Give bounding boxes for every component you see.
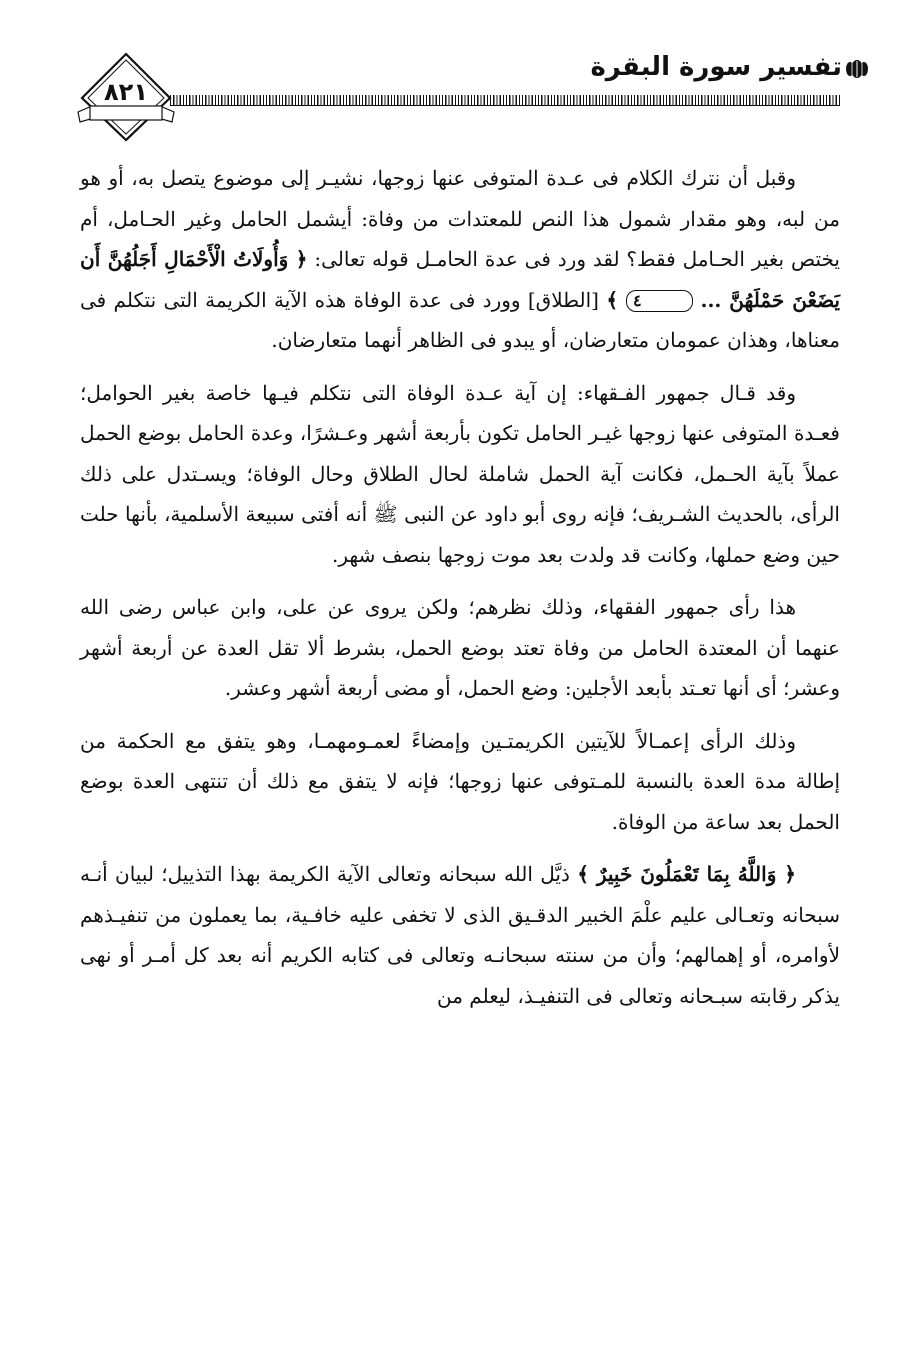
paragraph-text: ذيَّل الله سبحانه وتعالى الآية الكريمة بهذا التذييل؛ لبيان أنـه سبحانه وتعـالى عليم علْمَ الخبير الدقـيق الذى لا تخفى عليه خافـية، بما يعملون من تنفيـذهم لأوامره، أو إهمالهم؛ وأن من سنته سبحانـه وتعالى فى كتابه الكريم أنه بعد كل أمـر أو نهى يذكر رقابته سبـحانه وتعالى فى التنفيـذ، ليعلم من	[80, 862, 840, 1008]
page-number: ٨٢١	[104, 78, 148, 106]
paragraph-text: [الطلاق] وورد فى عدة الوفاة هذه الآية الكريمة التى نتكلم فى معناها، وهذان عمومان متعارضان، أو يبدو فى الظاهر أنهما متعارضان.	[80, 287, 840, 352]
paragraph	[80, 587, 840, 709]
paragraph	[80, 721, 840, 843]
header-rule-line	[170, 105, 840, 106]
quran-verse-close: ﴾	[606, 287, 626, 312]
ayah-number-marker: ٤	[626, 290, 693, 312]
paragraph	[80, 373, 840, 576]
paragraph-text: وقد قـال جمهور الفـقهاء: إن آية عـدة الوفاة التى نتكلم فيـها خاصة بغير الحوامل؛ فعـدة المتوفى عنها زوجها غيـر الحامل تكون بأربعة أشهر وعـشرًا، وعدة الحامل بوضع الحمل عملاً بآية الحـمل، فكانت آية الحمل شاملة لحال الطلاق وحال الوفاة؛ ويسـتدل على ذلك الرأى، بالحديث الشـريف؛ فإنه روى أبو داود عن النبى ﷺ أنه أفتى سبيعة الأسلمية، بأنها حلت حين وضع حملها، وكانت قد ولدت بعد موت زوجها بنصف شهر.	[80, 380, 840, 567]
quran-verse: ﴿ وَأُولَاتُ الْأَحْمَالِ أَجَلُهُنَّ أَن يَضَعْنَ حَمْلَهُنَّ ...	[80, 247, 841, 312]
header-rule	[170, 95, 840, 105]
paragraph-text: وذلك الرأى إعمـالاً للآيتين الكريمتـين وإمضاءً لعمـومهمـا، وهو يتفق مع الحكمة من إطالة مدة العدة بالنسبة للمـتوفى عنها زوجها؛ فإنه لا يتفق مع ذلك أن تنتهى العدة بوضع الحمل بعد ساعة من الوفاة.	[80, 728, 840, 834]
flower-ornament-icon	[844, 58, 870, 80]
page-header-title: تفسير سورة البقرة	[590, 52, 842, 82]
paragraph-text: هذا رأى جمهور الفقهاء، وذلك نظرهم؛ ولكن يروى عن على، وابن عباس رضى الله عنهما أن المعتدة الحامل من وفاة تعتد بوضع الحمل، بشرط ألا تقل العدة عن أربعة أشهر وعشر؛ أى أنها تعـتد بأبعد الأجلين: وضع الحمل، أو مضى أربعة أشهر وعشر.	[80, 595, 840, 700]
paragraph	[80, 158, 840, 361]
body-text	[80, 158, 840, 1016]
paragraph	[80, 854, 840, 1016]
quran-verse: ﴿ وَاللَّهُ بِمَا تَعْمَلُونَ خَبِيرٌ ﴾	[577, 862, 797, 886]
paragraph-text: وقبل أن نترك الكلام فى عـدة المتوفى عنها زوجها، نشيـر إلى موضوع يتصل به، أو هو من لبه، وهو مقدار شمول هذا النص للمعتدات من وفاة: أيشمل الحامل وغير الحـامل، أم يختص بغير الحـامل فقط؟ لقد ورد فى عدة الحامـل قوله تعالى:	[80, 166, 840, 271]
